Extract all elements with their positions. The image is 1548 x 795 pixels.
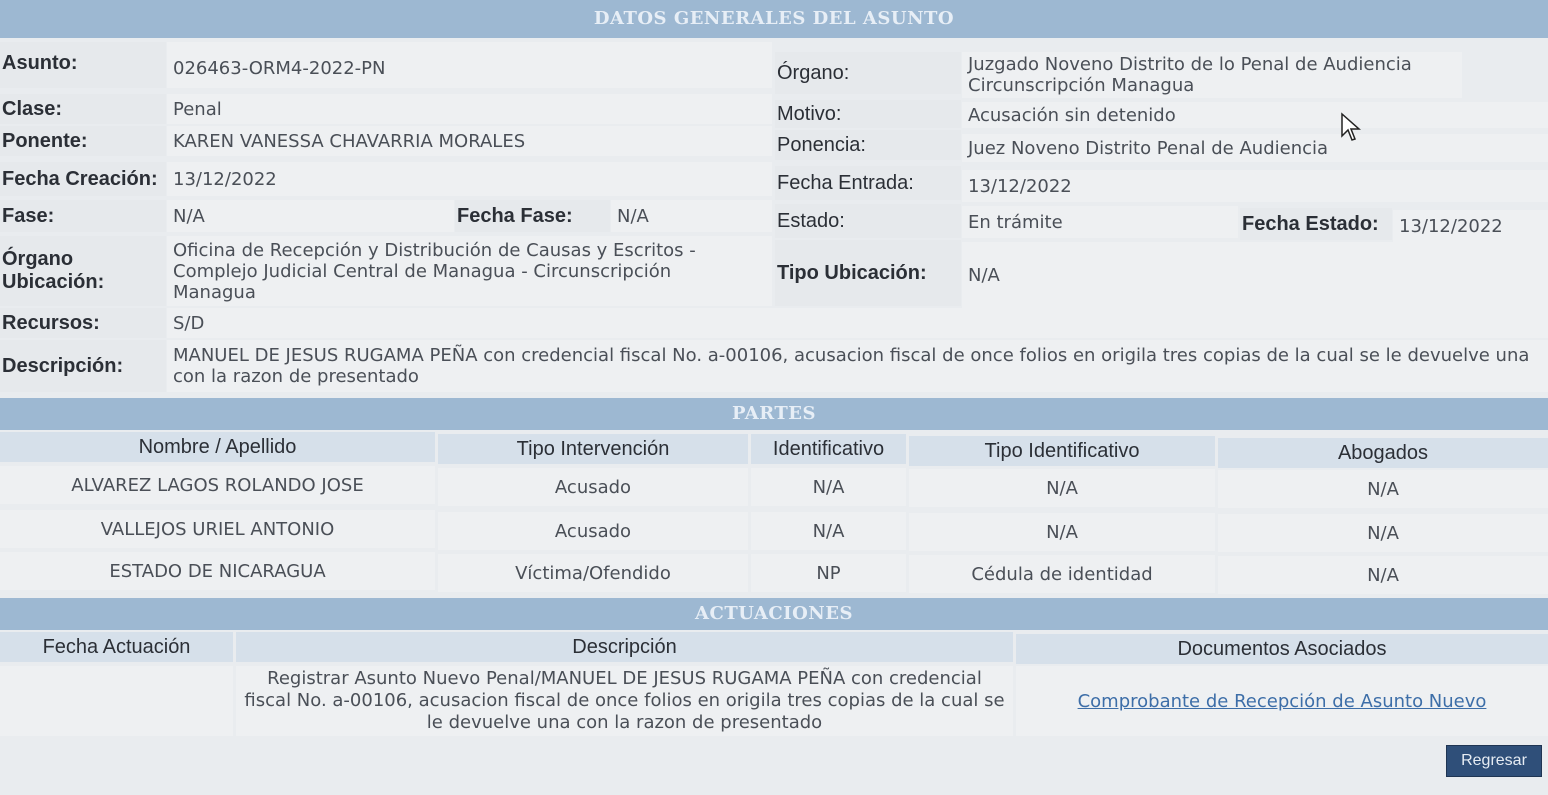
organo-label: Órgano: — [775, 52, 961, 94]
tipo-ubicacion-label: Tipo Ubicación: — [775, 240, 961, 306]
fecha-estado-value: 13/12/2022 — [1393, 210, 1548, 242]
partes-header-identificativo: Identificativo — [751, 434, 906, 464]
actuaciones-cell-documentos — [1016, 666, 1548, 736]
clase-value: Penal — [167, 94, 772, 124]
partes-cell-abogados: N/A — [1218, 470, 1548, 508]
fecha-fase-value: N/A — [611, 200, 772, 232]
row-recursos — [0, 308, 1548, 340]
partes-table-header — [0, 432, 1548, 464]
partes-cell-tipo-identificativo: Cédula de identidad — [909, 555, 1215, 593]
descripcion-label: Descripción: — [0, 340, 166, 392]
estado-value: En trámite — [962, 206, 1238, 238]
fecha-entrada-label: Fecha Entrada: — [775, 166, 961, 200]
partes-row-1 — [0, 466, 1548, 508]
partes-header-nombre: Nombre / Apellido — [0, 432, 435, 462]
row-ubicacion — [0, 236, 1548, 308]
partes-header-abogados: Abogados — [1218, 438, 1548, 468]
partes-cell-identificativo: N/A — [751, 468, 906, 506]
partes-header-tipo-identificativo: Tipo Identificativo — [909, 436, 1215, 466]
partes-cell-tipo-intervencion: Acusado — [438, 468, 748, 506]
estado-label: Estado: — [775, 204, 961, 238]
actuaciones-header-documentos: Documentos Asociados — [1016, 634, 1548, 664]
row-asunto — [0, 42, 1548, 94]
fecha-entrada-value: 13/12/2022 — [962, 170, 1548, 202]
row-fase-estado — [0, 200, 1548, 240]
regresar-button[interactable]: Regresar — [1446, 745, 1542, 777]
section-partes-title: PARTES — [732, 403, 816, 424]
row-descripcion — [0, 340, 1548, 394]
partes-cell-nombre: ALVAREZ LAGOS ROLANDO JOSE — [0, 466, 435, 504]
motivo-label: Motivo: — [775, 100, 961, 128]
partes-cell-nombre: VALLEJOS URIEL ANTONIO — [0, 510, 435, 548]
section-actuaciones-title: ACTUACIONES — [695, 603, 853, 624]
actuaciones-row-1 — [0, 666, 1548, 738]
tipo-ubicacion-value: N/A — [962, 242, 1548, 308]
partes-row-2 — [0, 510, 1548, 552]
partes-cell-tipo-intervencion: Acusado — [438, 512, 748, 550]
row-fechas — [0, 162, 1548, 202]
actuaciones-header-descripcion: Descripción — [236, 632, 1013, 662]
partes-cell-abogados: N/A — [1218, 556, 1548, 594]
actuaciones-header-fecha: Fecha Actuación — [0, 632, 233, 662]
partes-row-3 — [0, 552, 1548, 594]
partes-cell-tipo-identificativo: N/A — [909, 513, 1215, 551]
mouse-cursor-icon — [1340, 112, 1364, 144]
ponencia-value: Juez Noveno Distrito Penal de Audiencia — [962, 134, 1548, 162]
asunto-label: Asunto: — [0, 42, 166, 88]
fecha-fase-label: Fecha Fase: — [455, 200, 610, 232]
partes-cell-abogados: N/A — [1218, 514, 1548, 552]
recursos-label: Recursos: — [0, 308, 166, 338]
organo-value: Juzgado Noveno Distrito de lo Penal de Audiencia Circunscripción Managua — [962, 52, 1462, 98]
row-clase-motivo — [0, 94, 1548, 128]
ponente-value: KAREN VANESSA CHAVARRIA MORALES — [167, 126, 772, 156]
partes-cell-tipo-intervencion: Víctima/Ofendido — [438, 554, 748, 592]
motivo-value: Acusación sin detenido — [962, 102, 1548, 128]
recursos-value: S/D — [167, 308, 1548, 338]
actuaciones-table-header — [0, 632, 1548, 664]
asunto-value: 026463-ORM4-2022-PN — [167, 42, 772, 88]
actuaciones-cell-fecha — [0, 666, 233, 736]
clase-label: Clase: — [0, 94, 166, 124]
fase-label: Fase: — [0, 200, 166, 232]
comprobante-recepcion-link[interactable]: Comprobante de Recepción de Asunto Nuevo — [1077, 690, 1487, 712]
fecha-creacion-label: Fecha Creación: — [0, 162, 166, 196]
ponente-label: Ponente: — [0, 126, 166, 156]
section-partes-header — [0, 398, 1548, 430]
fecha-creacion-value: 13/12/2022 — [167, 162, 772, 196]
partes-cell-tipo-identificativo: N/A — [909, 469, 1215, 507]
partes-cell-identificativo: NP — [751, 554, 906, 592]
fase-value: N/A — [167, 200, 454, 232]
ponencia-label: Ponencia: — [775, 130, 961, 160]
section-general-title: DATOS GENERALES DEL ASUNTO — [593, 8, 955, 29]
descripcion-value: MANUEL DE JESUS RUGAMA PEÑA con credencial fiscal No. a-00106, acusacion fiscal de once folios en origila tres copias de la cual se le devuelve una con la razon de presentado — [167, 340, 1548, 392]
actuaciones-cell-descripcion: Registrar Asunto Nuevo Penal/MANUEL DE JESUS RUGAMA PEÑA con credencial fiscal No. a-00106, acusacion fiscal de once folios en origila tres copias de la cual se le devuelve una con la razon de presentado — [236, 666, 1013, 736]
fecha-estado-label: Fecha Estado: — [1240, 208, 1392, 240]
row-ponente — [0, 126, 1548, 160]
partes-cell-identificativo: N/A — [751, 512, 906, 550]
section-actuaciones-header — [0, 598, 1548, 630]
organo-ubicacion-value: Oficina de Recepción y Distribución de Causas y Escritos - Complejo Judicial Central de Managua - Circunscripción Managua — [167, 236, 772, 306]
organo-ubicacion-label: Órgano Ubicación: — [0, 236, 166, 306]
section-general-header — [0, 0, 1548, 38]
partes-cell-nombre: ESTADO DE NICARAGUA — [0, 552, 435, 590]
partes-header-tipo-intervencion: Tipo Intervención — [438, 434, 748, 464]
